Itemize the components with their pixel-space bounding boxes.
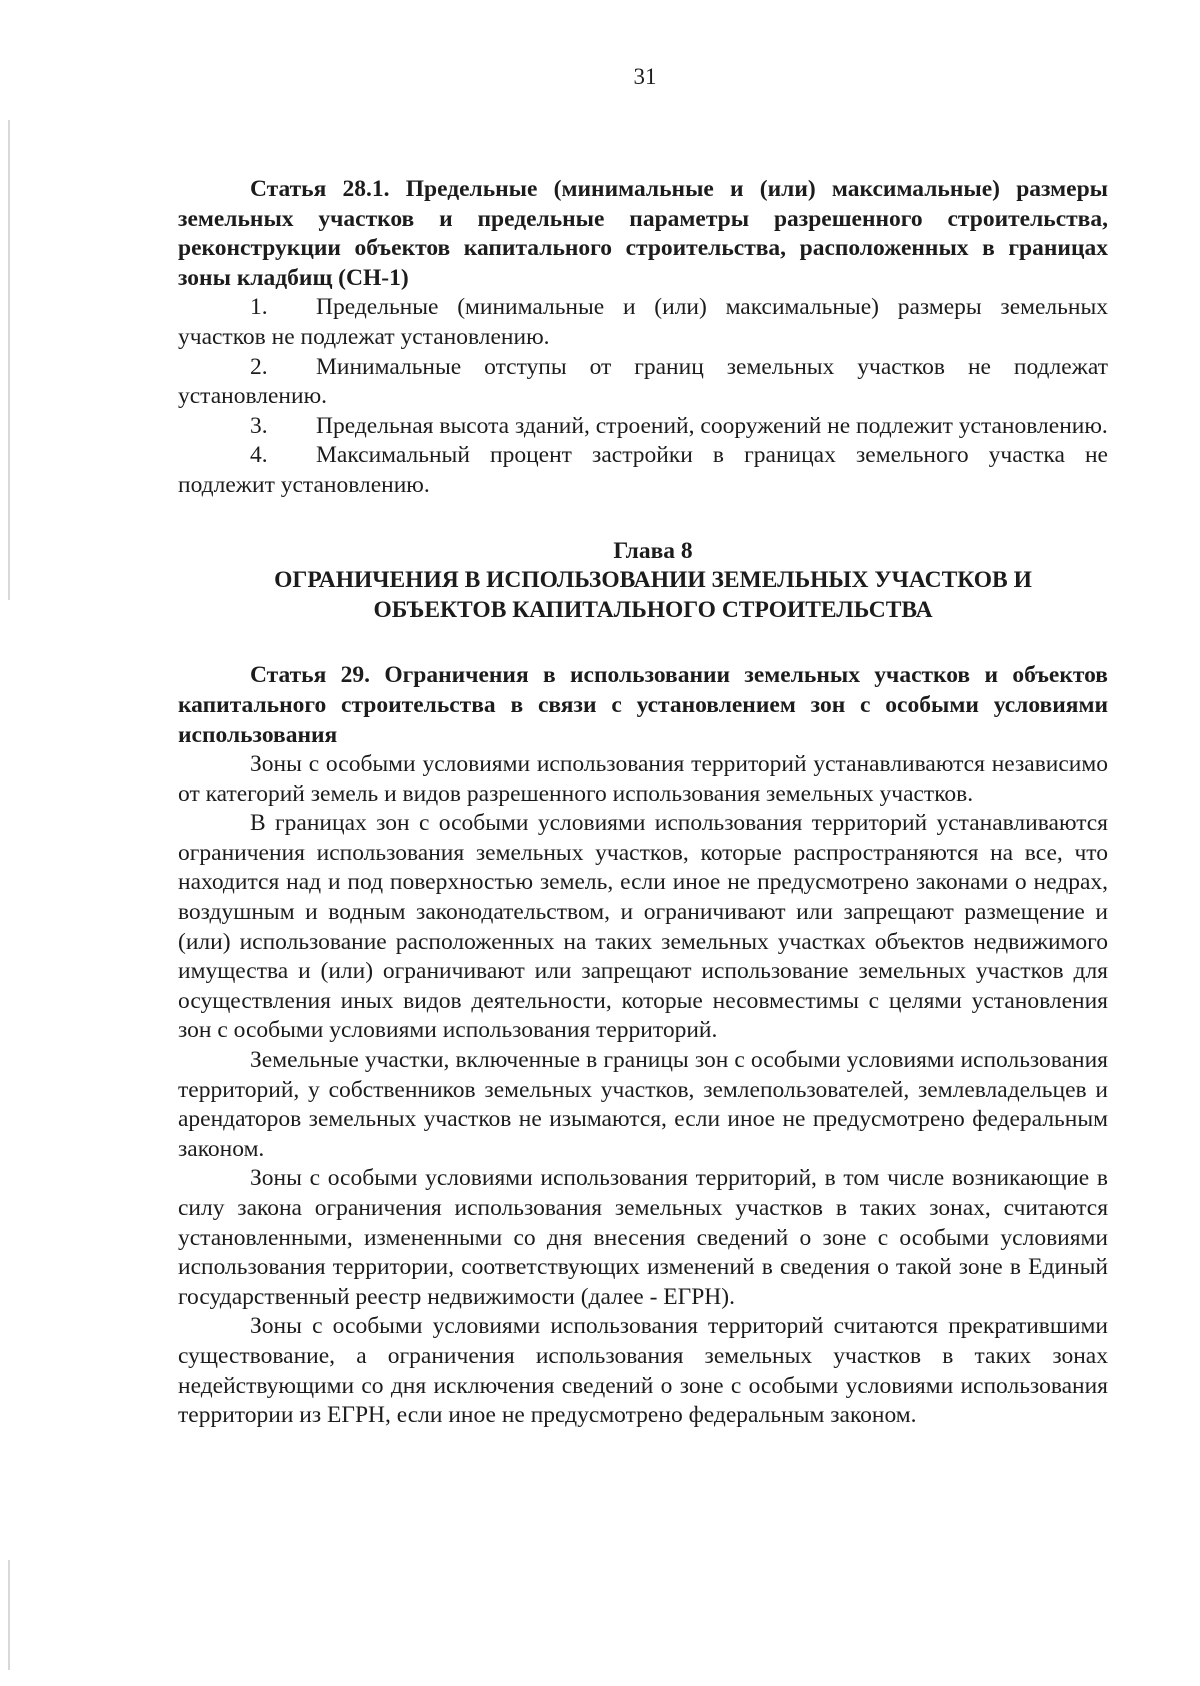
article-28-1-item [178, 412, 1108, 442]
article-29-paragraph: Зоны с особыми условиями использования территорий, в том числе возникающие в силу закона ограничения использования земельных участков в таких зонах, считаются установленными, измененными со дня внесения сведений о зоне с особыми условиями использования территории, соответствующих изменений в сведения о такой зоне в Единый государственный реестр недвижимости (далее - ЕГРН). [178, 1165, 1108, 1310]
article-29-paragraph: Зоны с особыми условиями использования территорий устанавливаются независимо от категорий земель и видов разрешенного использования земельных участков. [178, 751, 1108, 807]
item-number: 1. [250, 294, 268, 321]
article-28-1-item [178, 293, 1108, 352]
item-text: Предельные (минимальные и (или) максимальные) размеры земельных участков не подлежат установлению. [178, 294, 1108, 350]
article-28-1-heading: Статья 28.1. Предельные (минимальные и (или) максимальные) размеры земельных участков и предельные параметры разрешенного строительства, реконструкции объектов капитального строительства, расположенных в границах зоны кладбищ (СН-1) [178, 176, 1108, 291]
chapter-label: Глава 8 [613, 537, 693, 564]
chapter-8-header [178, 537, 1108, 626]
article-29-paragraph: Земельные участки, включенные в границы зон с особыми условиями использования территорий, у собственников земельных участков, землепользователей, землевладельцев и арендаторов земельных участков не изымаются, если иное не предусмотрено федеральным законом. [178, 1047, 1108, 1162]
item-text: Предельная высота зданий, строений, сооружений не подлежит установлению. [316, 412, 1108, 439]
article-28-1-item [178, 441, 1108, 500]
item-text: Минимальные отступы от границ земельных участков не подлежат установлению. [178, 353, 1108, 410]
scan-margin-mark [8, 120, 10, 600]
chapter-title-line-2: ОБЪЕКТОВ КАПИТАЛЬНОГО СТРОИТЕЛЬСТВА [373, 596, 933, 623]
item-number: 2. [250, 353, 268, 380]
article-29-paragraph: В границах зон с особыми условиями использования территорий устанавливаются ограничения использования земельных участков, которые распространяются на все, что находится над и под поверхностью земель, если иное не предусмотрено законами о недрах, воздушным и водным законодательством, и ограничивают или запрещают размещение и (или) использование расположенных на таких земельных участках объектов недвижимого имущества и (или) ограничивают или запрещают использование земельных участков для осуществления иных видов деятельности, которые несовместимы с целями установления зон с особыми условиями использования территорий. [178, 810, 1108, 1044]
page-number: 31 [633, 64, 657, 89]
item-number: 3. [250, 412, 268, 439]
article-29-heading: Статья 29. Ограничения в использовании земельных участков и объектов капитального строительства в связи с установлением зон с особыми условиями использования [178, 662, 1108, 748]
chapter-title-line-1: ОГРАНИЧЕНИЯ В ИСПОЛЬЗОВАНИИ ЗЕМЕЛЬНЫХ УЧАСТКОВ И [274, 567, 1032, 594]
article-28-1-item [178, 353, 1108, 412]
document-body [178, 175, 1108, 1431]
article-29-paragraph: Зоны с особыми условиями использования территорий считаются прекратившими существование, а ограничения использования земельных участков в таких зонах недействующими со дня исключения сведений о зоне с особыми условиями использования территории из ЕГРН, если иное не предусмотрено федеральным законом. [178, 1313, 1108, 1429]
item-text: Максимальный процент застройки в границах земельного участка не подлежит установлению. [178, 442, 1108, 498]
scan-margin-mark [8, 1560, 10, 1670]
item-number: 4. [250, 442, 268, 469]
